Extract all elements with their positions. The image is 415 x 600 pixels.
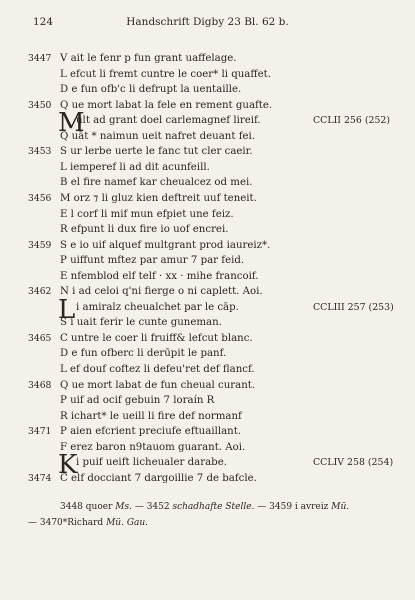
line-number: 3462 xyxy=(28,286,52,298)
note-ref-3448: 3448 quoer xyxy=(60,502,113,512)
verse-text-line: E l corf li mif mun efpiet une feiz. xyxy=(60,208,234,220)
note-ms-abbrev: Ms. xyxy=(115,502,132,512)
verse-line xyxy=(0,191,415,206)
verse-line xyxy=(0,424,415,439)
laisse-reference: CCLII 256 (252) xyxy=(313,115,391,127)
verse-text-line: C elf docciant 7 dargoillie 7 de bafcle. xyxy=(60,472,257,484)
line-number: 3468 xyxy=(28,379,52,391)
verse-text-line: N i ad celoi q'ni fierge o ni caplett. Aoi. xyxy=(60,286,263,298)
verse-text-line: Q ue mort labat de fun cheual curant. xyxy=(60,379,256,391)
verse-line xyxy=(0,471,415,486)
verse-line xyxy=(0,315,415,330)
verse-text-line: S e io uif alquef multgrant prod iaureiz*. xyxy=(60,239,271,251)
decorated-initial: M xyxy=(58,108,85,139)
line-number: 3474 xyxy=(28,472,52,484)
verse-line xyxy=(0,144,415,159)
verse-line xyxy=(0,222,415,237)
page-header xyxy=(0,16,415,32)
verse-text-line: S i uait ferir le cunte guneman. xyxy=(60,317,222,329)
note-ref-3470: — 3470*Richard xyxy=(28,518,104,528)
verse-text-line: L iemperef li ad dit acunfeill. xyxy=(60,161,210,173)
note-ref-3459: — 3459 i avreiz xyxy=(257,502,329,512)
note-mu-abbrev: Mü. xyxy=(331,502,350,512)
verse-line xyxy=(0,160,415,175)
laisse-reference: CCLIII 257 (253) xyxy=(313,301,394,313)
verse-text-line: D e fun ofb'c li defrupt la uentaille. xyxy=(60,84,242,96)
line-number: 3459 xyxy=(28,239,52,251)
line-number: 3471 xyxy=(28,426,52,438)
verse-text-line: R ichart* le ueill li fire def normanf xyxy=(60,410,242,422)
laisse-reference: CCLIV 258 (254) xyxy=(313,457,394,469)
verse-text-line: P uiffunt mftez par amur 7 par feid. xyxy=(60,255,245,267)
line-number: 3465 xyxy=(28,332,52,344)
verse-text-line: L efcut li fremt cuntre le coer* li quaffet. xyxy=(60,68,271,80)
verse-line xyxy=(0,238,415,253)
verse-text-line: Q uāt * naimun ueit nafret deuant fei. xyxy=(60,130,255,142)
verse-line xyxy=(0,269,415,284)
verse-text-line: i puif ueift licheualer darabe. xyxy=(76,457,227,469)
page-number: 124 xyxy=(33,16,54,28)
footnote-line-2 xyxy=(28,518,148,528)
verse-line xyxy=(0,409,415,424)
verse-line xyxy=(0,331,415,346)
line-number: 3447 xyxy=(28,53,52,64)
verse-text-line: V ait le fenr p fun grant uaffelage. xyxy=(60,53,237,64)
verse-text-line: F erez baron n9tauom guarant. Aoi. xyxy=(60,441,246,453)
verse-text-line: R efpunt li dux fire io uof encrei. xyxy=(60,224,229,236)
decorated-initial: K xyxy=(58,450,78,481)
verse-line xyxy=(0,82,415,97)
verse-line xyxy=(0,362,415,377)
verse-line xyxy=(0,51,415,66)
running-head: Handschrift Digby 23 Bl. 62 b. xyxy=(126,16,289,28)
verse-text-line: C untre le coer li fruiff& lefcut blanc. xyxy=(60,332,253,344)
line-number: 3456 xyxy=(28,192,52,204)
verse-text-line: Q ue mort labat la fele en rement guafte. xyxy=(60,99,273,111)
verse-text-line: D e fun ofberc li derūpit le panf. xyxy=(60,348,227,360)
note-ref-3452: — 3452 xyxy=(134,502,170,512)
verse-text-line: i amiralz cheualchet par le cāp. xyxy=(76,301,239,313)
note-gau-abbrev: Gau. xyxy=(126,518,149,528)
footnote-line-1 xyxy=(60,502,349,512)
verse-line xyxy=(0,346,415,361)
verse-text-line: E nfemblod elf telf · xx · mihe francoif. xyxy=(60,270,259,282)
line-number: 3453 xyxy=(28,146,52,158)
verse-line xyxy=(0,378,415,393)
verse-line xyxy=(0,393,415,408)
verse-line xyxy=(0,129,415,144)
line-number: 3450 xyxy=(28,99,52,111)
verse-line xyxy=(0,175,415,190)
verse-text-line: S ur lerbe uerte le fanc tut cler caeir. xyxy=(60,146,253,158)
verse-text-line: P uif ad ocif gebuin 7 loraín R xyxy=(60,395,215,407)
verse-text-line: L ef douf coftez li defeu'ret def flancf. xyxy=(60,364,255,375)
verse-text-line: B el fire namef kar cheualcez od mei. xyxy=(60,177,253,189)
note-mu-abbrev-2: Mü. xyxy=(106,518,124,528)
verse-line xyxy=(0,253,415,268)
verse-line xyxy=(0,207,415,222)
verse-text-line: P aien efcrient preciufe eftuaillant. xyxy=(60,426,242,438)
decorated-initial: L xyxy=(58,294,76,325)
note-stelle: schadhafte Stelle. xyxy=(172,502,255,512)
verse-line xyxy=(0,67,415,82)
verse-text-line: M orz ⁊ li gluz kien deftreit uuf teneit. xyxy=(60,192,257,204)
verse-text-line: ult ad grant doel carlemagnef lireif. xyxy=(76,115,261,127)
